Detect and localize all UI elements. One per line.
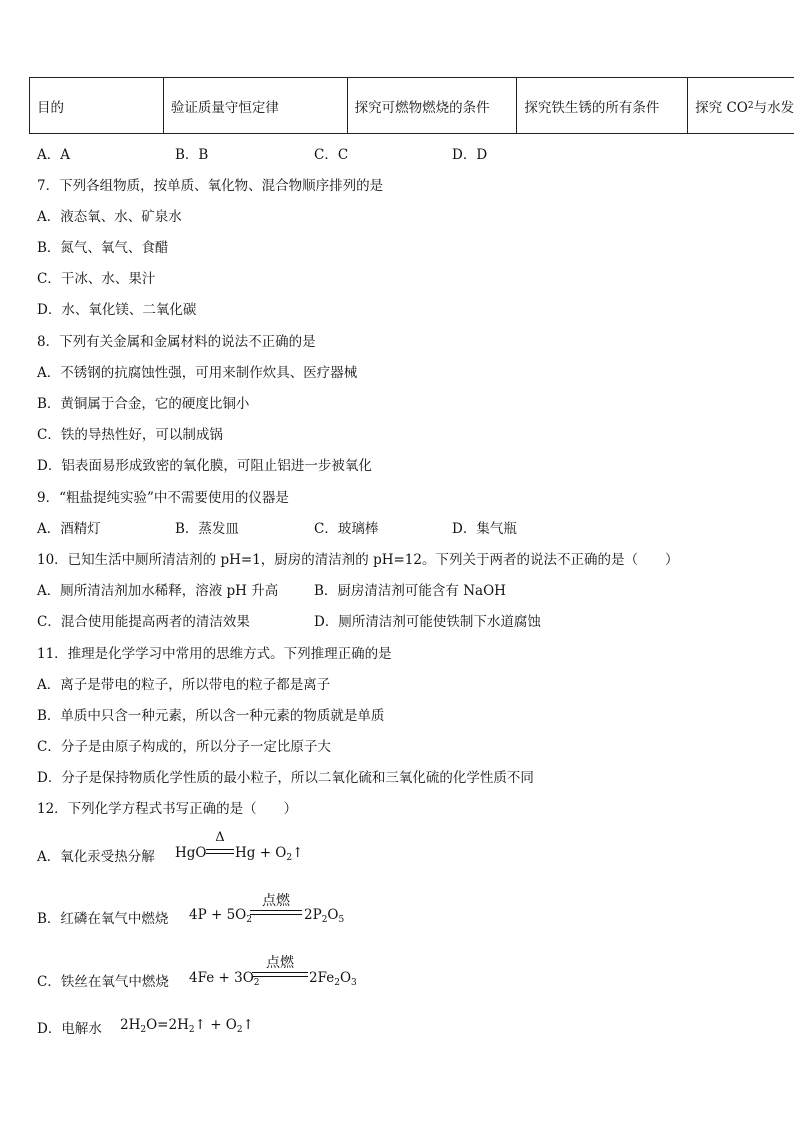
q11-option-d: D．分子是保持物质化学性质的最小粒子，所以二氧化硫和三氧化硫的化学性质不同 — [37, 770, 534, 786]
q7-option-b: B．氮气、氧气、食醋 — [37, 240, 169, 256]
q12-option-a-products: $Hg + O_2↑$ — [235, 845, 304, 863]
purpose-table-row — [29, 77, 794, 134]
q12-option-b-product: $2P_2O_5$ — [304, 907, 345, 925]
q9-option-c: C．玻璃棒 — [314, 521, 379, 537]
q7-option-d: D．水、氧化镁、二氧化碳 — [37, 302, 197, 318]
q7-option-c: C．干冰、水、果汁 — [37, 271, 156, 287]
q6-option-b: B．B — [175, 147, 209, 163]
table-cell-co2-water: 探究 CO 2 与水发 — [695, 99, 794, 116]
q6-option-d: D．D — [452, 147, 488, 163]
q12-option-a-reactant: HgO — [175, 845, 207, 861]
q12-option-a-label: A．氧化汞受热分解 — [37, 849, 155, 865]
q9-option-a: A．酒精灯 — [37, 521, 101, 537]
q6-option-c: C．C — [314, 147, 349, 163]
q8-option-d: D．铝表面易形成致密的氧化膜，可阻止铝进一步被氧化 — [37, 458, 372, 474]
q12-option-a-condition: Δ — [215, 830, 225, 845]
q9-option-b: B．蒸发皿 — [175, 521, 239, 537]
q9-option-d: D．集气瓶 — [452, 521, 517, 537]
q12-option-c-label: C．铁丝在氧气中燃烧 — [37, 974, 169, 990]
q8-option-b: B．黄铜属于合金，它的硬度比铜小 — [37, 396, 250, 412]
q12-option-d-label: D．电解水 — [37, 1021, 102, 1037]
q11-option-a: A．离子是带电的粒子，所以带电的粒子都是离子 — [37, 677, 331, 693]
q12-option-c-condition: 点燃 — [266, 955, 294, 971]
table-cell-combustion: 探究可燃物燃烧的条件 — [348, 78, 518, 133]
q11-stem: 11．推理是化学学习中常用的思维方式。下列推理正确的是 — [37, 646, 392, 662]
q12-stem: 12．下列化学方程式书写正确的是（ ） — [37, 801, 298, 817]
q10-option-a: A．厕所清洁剂加水稀释，溶液 pH 升高 — [37, 583, 279, 599]
q10-option-b: B．厨房清洁剂可能含有 NaOH — [314, 583, 506, 599]
q12-option-c-equals — [252, 972, 308, 977]
q8-stem: 8．下列有关金属和金属材料的说法不正确的是 — [37, 334, 316, 350]
q10-option-c: C．混合使用能提高两者的清洁效果 — [37, 614, 250, 630]
q12-option-c-product: $2Fe_2O_3$ — [309, 970, 357, 988]
q12-option-b-equals — [250, 910, 302, 915]
q12-option-c-reactants: $4Fe + 3O_2$ — [189, 970, 260, 988]
q8-option-c: C．铁的导热性好，可以制成锅 — [37, 427, 223, 443]
table-cell-rusting: 探究铁生锈的所有条件 — [517, 78, 688, 133]
q12-option-d-equation: $2H_2O=2H_2↑$ + $O_2↑$ — [120, 1017, 254, 1035]
q11-option-b: B．单质中只含一种元素，所以含一种元素的物质就是单质 — [37, 708, 385, 724]
q7-option-a: A．液态氧、水、矿泉水 — [37, 209, 182, 225]
q8-option-a: A．不锈钢的抗腐蚀性强，可用来制作炊具、医疗器械 — [37, 365, 358, 381]
q6-option-a: A．A — [37, 147, 70, 163]
table-cell-mass-conservation: 验证质量守恒定律 — [164, 78, 348, 133]
table-cell-purpose: 目的 — [30, 78, 164, 133]
q12-option-b-condition: 点燃 — [262, 893, 290, 909]
q12-option-a-equals — [206, 849, 234, 854]
q12-option-b-label: B．红磷在氧气中燃烧 — [37, 911, 169, 927]
q11-option-c: C．分子是由原子构成的，所以分子一定比原子大 — [37, 739, 331, 755]
q10-option-d: D．厕所清洁剂可能使铁制下水道腐蚀 — [314, 614, 541, 630]
q10-stem: 10．已知生活中厕所清洁剂的 pH=1，厨房的清洁剂的 pH=12。下列关于两者的说法不正确的是（ ） — [37, 552, 679, 568]
q9-stem: 9．“粗盐提纯实验”中不需要使用的仪器是 — [37, 490, 289, 506]
q7-stem: 7．下列各组物质，按单质、氧化物、混合物顺序排列的是 — [37, 178, 384, 194]
q12-option-b-reactants: $4P + 5O_2$ — [189, 907, 252, 925]
